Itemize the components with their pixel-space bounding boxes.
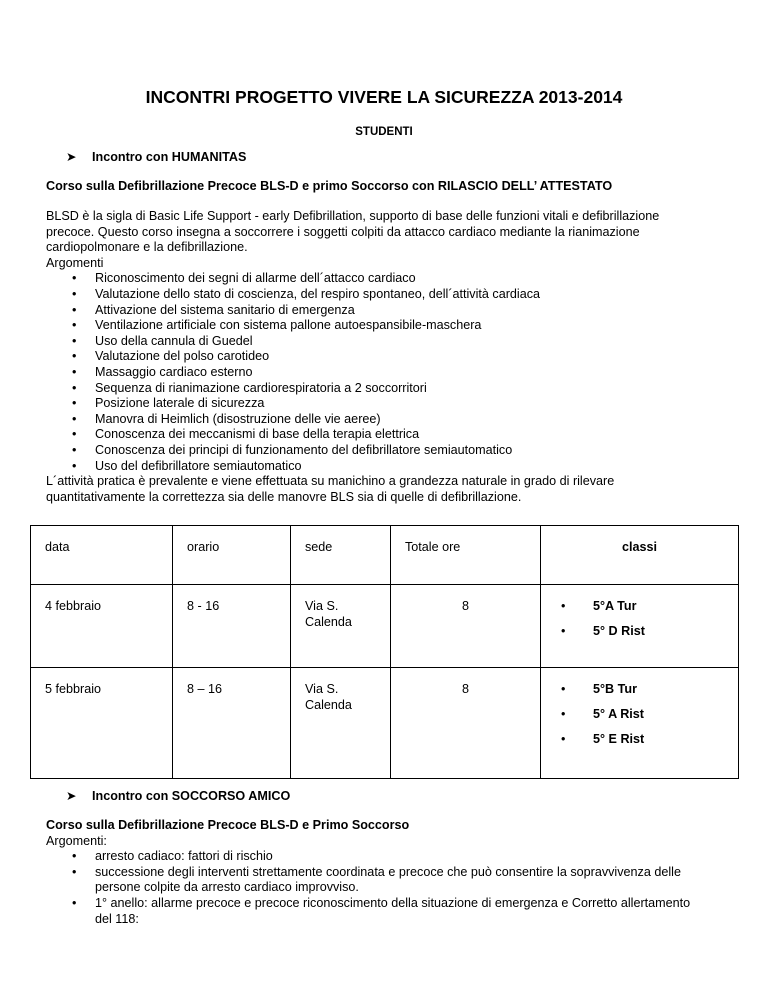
section1-body: [46, 209, 736, 505]
list-item: • Conoscenza dei principi di funzionamento del defibrillatore semiautomatico: [46, 443, 736, 459]
arrow-bullet-icon: ➤: [66, 789, 77, 803]
list-item: • Massaggio cardiaco esterno: [46, 365, 736, 381]
class-item: • 5°A Tur: [555, 599, 724, 624]
cell-orario: 8 – 16: [173, 668, 291, 779]
header-cell-sede: sede: [291, 526, 391, 585]
cell-totale-ore: 8: [391, 668, 541, 779]
class-item: • 5° E Rist: [555, 732, 724, 757]
classes-list: [555, 682, 724, 757]
section2-body: [46, 818, 736, 927]
list-item: [46, 896, 736, 927]
section2-heading-text: Incontro con SOCCORSO AMICO: [92, 789, 291, 803]
classes-list: [555, 599, 724, 649]
section1-heading: [66, 150, 246, 166]
list-item: [46, 849, 736, 865]
table-row: [31, 668, 739, 779]
cell-orario: 8 - 16: [173, 585, 291, 668]
list-item: • Conoscenza dei meccanismi di base della terapia elettrica: [46, 427, 736, 443]
list-item: • Ventilazione artificiale con sistema pallone autoespansibile-maschera: [46, 318, 736, 334]
cell-sede: Via S. Calenda: [291, 668, 391, 779]
list-item-line: • 1° anello: allarme precoce e precoce riconoscimento della situazione di emergenza e Corretto allertamento: [95, 895, 691, 910]
list-item-line: del 118:: [95, 911, 139, 926]
header-cell-orario: orario: [173, 526, 291, 585]
cell-classi: [541, 585, 739, 668]
list-item: • Valutazione dello stato di coscienza, del respiro spontaneo, dell´attività cardiaca: [46, 287, 736, 303]
section1-heading-text: Incontro con HUMANITAS: [92, 150, 247, 164]
table-row: [31, 585, 739, 668]
class-item: • 5° A Rist: [555, 707, 724, 732]
list-item: • Uso del defibrillatore semiautomatico: [46, 459, 736, 475]
cell-classi: [541, 668, 739, 779]
list-item: • Valutazione del polso carotideo: [46, 349, 736, 365]
header-cell-data: data: [31, 526, 173, 585]
list-item: • Posizione laterale di sicurezza: [46, 396, 736, 412]
header-cell-classi: classi: [541, 526, 739, 585]
cell-data: 4 febbraio: [31, 585, 173, 668]
schedule-table: [30, 525, 739, 779]
closing-line: quantitativamente la correttezza sia delle manovre BLS sia di quelle di defibrillazione.: [46, 489, 522, 504]
list-item: • Sequenza di rianimazione cardiorespiratoria a 2 soccorritori: [46, 381, 736, 397]
topics-label: Argomenti:: [46, 833, 107, 848]
section2-course-title: Corso sulla Defibrillazione Precoce BLS-D e Primo Soccorso: [46, 818, 410, 832]
list-item: • Riconoscimento dei segni di allarme dell´attacco cardiaco: [46, 271, 736, 287]
list-item: [46, 865, 736, 896]
cell-sede: Via S. Calenda: [291, 585, 391, 668]
intro-line: cardiopolmonare e la defibrillazione.: [46, 240, 248, 255]
list-item-line: persone colpite da arresto cardiaco improvviso.: [95, 880, 359, 895]
topics-list: [46, 271, 736, 474]
document-title: INCONTRI PROGETTO VIVERE LA SICUREZZA 2013-2014: [145, 87, 623, 107]
list-item: • Attivazione del sistema sanitario di emergenza: [46, 303, 736, 319]
table-header-row: [31, 526, 739, 585]
list-item: • Manovra di Heimlich (disostruzione delle vie aeree): [46, 412, 736, 428]
document-subtitle: STUDENTI: [355, 126, 413, 138]
list-item: • Uso della cannula di Guedel: [46, 334, 736, 350]
closing-line: L´attività pratica è prevalente e viene effettuata su manichino a grandezza naturale in grado di rilevare: [46, 474, 615, 489]
list-item-text: arresto cadiaco: fattori di rischio: [95, 849, 273, 864]
cell-totale-ore: 8: [391, 585, 541, 668]
header-cell-totale-ore: Totale ore: [391, 526, 541, 585]
topics-label: Argomenti: [46, 255, 104, 270]
class-item: • 5°B Tur: [555, 682, 724, 707]
topics-list: [46, 849, 736, 927]
list-item-line: • successione degli interventi strettamente coordinata e precoce che può consentire la sopravvivenza delle: [95, 864, 681, 879]
intro-line: BLSD è la sigla di Basic Life Support - early Defibrillation, supporto di base delle funzioni vitali e defibrillazione: [46, 209, 660, 223]
class-item: • 5° D Rist: [555, 624, 724, 649]
cell-data: 5 febbraio: [31, 668, 173, 779]
section1-course-title: Corso sulla Defibrillazione Precoce BLS-D e primo Soccorso con RILASCIO DELL’ ATTESTATO: [46, 179, 613, 193]
intro-line: precoce. Questo corso insegna a soccorrere i soggetti colpiti da attacco cardiaco mediante la rianimazione: [46, 224, 640, 239]
section2-heading: [66, 789, 290, 805]
arrow-bullet-icon: ➤: [66, 150, 77, 164]
